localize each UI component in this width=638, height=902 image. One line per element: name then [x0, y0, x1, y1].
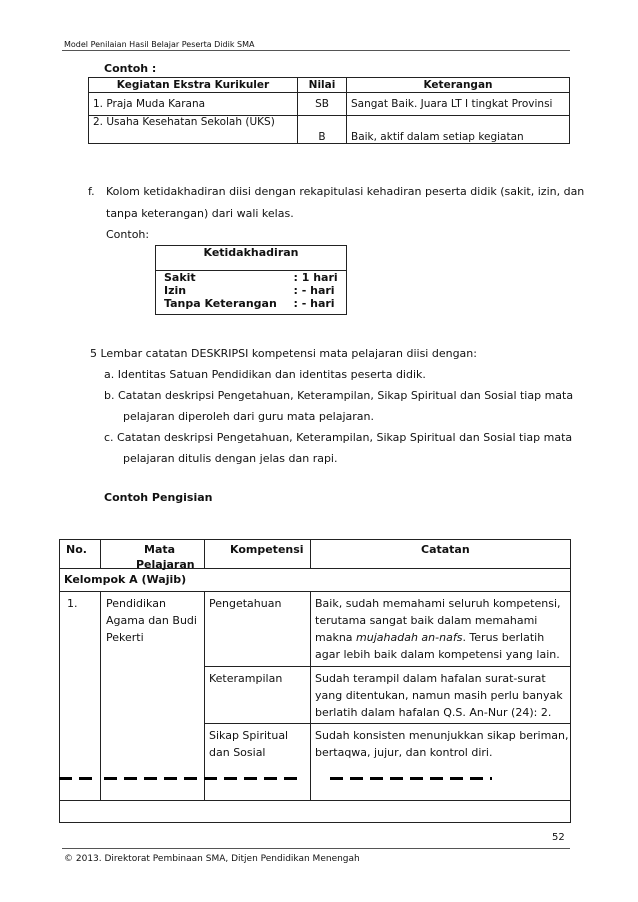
header-mapel: Mata — [144, 543, 176, 556]
catatan-text: makna — [315, 631, 357, 644]
col-divider — [100, 591, 101, 801]
keterangan-cell: Baik, aktif dalam setiap kegiatan — [347, 116, 570, 144]
catatan-line: yang ditentukan, namun masih perlu banyak — [315, 689, 563, 702]
header-divider — [62, 50, 570, 51]
dashed-placeholder — [330, 777, 492, 780]
nilai-cell: B — [298, 116, 347, 144]
row-divider — [59, 800, 570, 801]
kompetensi-sikap-2: dan Sosial — [209, 746, 266, 759]
page-header: Model Penilaian Hasil Belajar Peserta Didik SMA — [64, 40, 255, 49]
header-mapel-2: Pelajaran — [136, 558, 195, 571]
subject-name: Pendidikan — [106, 597, 166, 610]
catatan-text: . Terus berlatih — [462, 631, 545, 644]
kompetensi-pengetahuan: Pengetahuan — [209, 597, 282, 610]
kegiatan-cell: 2. Usaha Kesehatan Sekolah (UKS) — [89, 116, 298, 144]
catatan-italic: mujahadah an-nafs — [356, 631, 463, 644]
absence-value: : - hari — [285, 284, 346, 297]
catatan-line: bertaqwa, jujur, dan kontrol diri. — [315, 746, 493, 759]
absence-value: : 1 hari — [285, 271, 346, 285]
page-number: 52 — [552, 832, 565, 843]
kompetensi-sikap: Sikap Spiritual — [209, 729, 289, 742]
dashed-placeholder — [104, 777, 300, 780]
row-number: 1. — [67, 597, 78, 610]
absence-table — [155, 245, 347, 315]
header-keterangan: Keterangan — [347, 78, 570, 93]
extracurricular-table — [88, 77, 570, 144]
kompetensi-keterampilan: Keterampilan — [209, 672, 283, 685]
kegiatan-cell: 1. Praja Muda Karana — [89, 93, 298, 116]
item-f-marker: f. — [88, 185, 95, 198]
subject-name-2: Agama dan Budi — [106, 614, 197, 627]
absence-label: Sakit — [156, 271, 286, 285]
section5-item-a: a. Identitas Satuan Pendidikan dan identitas peserta didik. — [104, 368, 426, 381]
absence-value: : - hari — [285, 297, 346, 315]
header-catatan: Catatan — [421, 543, 470, 556]
catatan-line: berlatih dalam hafalan Q.S. An-Nur (24): 2. — [315, 706, 552, 719]
absence-label: Izin — [156, 284, 286, 297]
section5-item-b: b. Catatan deskripsi Pengetahuan, Keterampilan, Sikap Spiritual dan Sosial tiap mata — [104, 389, 574, 402]
footer-divider — [62, 848, 570, 849]
catatan-line: Sudah terampil dalam hafalan surat-surat — [315, 672, 546, 685]
section5-intro: 5 Lembar catatan DESKRIPSI kompetensi mata pelajaran diisi dengan: — [90, 347, 477, 360]
contoh-label-f: Contoh: — [106, 228, 150, 241]
header-nilai: Nilai — [298, 78, 347, 93]
col-divider — [310, 591, 311, 801]
row-divider — [204, 723, 570, 724]
nilai-cell: SB — [298, 93, 347, 116]
col-divider — [100, 539, 101, 569]
group-label: Kelompok A (Wajib) — [64, 573, 187, 586]
catatan-line: Baik, sudah memahami seluruh kompetensi, — [315, 597, 561, 610]
row-divider — [204, 666, 570, 667]
contoh-pengisian-heading: Contoh Pengisian — [104, 491, 213, 504]
col-divider — [204, 539, 205, 569]
item-f-line2: tanpa keterangan) dari wali kelas. — [106, 207, 294, 220]
footer-text: © 2013. Direktorat Pembinaan SMA, Ditjen Pendidikan Menengah — [64, 854, 360, 864]
catatan-line — [315, 630, 544, 645]
catatan-line: terutama sangat baik dalam memahami — [315, 614, 538, 627]
dashed-placeholder — [59, 777, 93, 780]
header-kegiatan: Kegiatan Ekstra Kurikuler — [89, 78, 298, 93]
keterangan-cell: Sangat Baik. Juara LT I tingkat Provinsi — [347, 93, 570, 116]
header-kompetensi: Kompetensi — [230, 543, 304, 556]
catatan-line: Sudah konsisten menunjukkan sikap beriman, — [315, 729, 569, 742]
subject-name-3: Pekerti — [106, 631, 144, 644]
section5-item-c: c. Catatan deskripsi Pengetahuan, Keterampilan, Sikap Spiritual dan Sosial tiap mata — [104, 431, 573, 444]
absence-title: Ketidakhadiran — [156, 246, 347, 271]
contoh-label: Contoh : — [104, 62, 157, 75]
section5-item-c-cont: pelajaran ditulis dengan jelas dan rapi. — [123, 452, 338, 465]
section5-item-b-cont: pelajaran diperoleh dari guru mata pelajaran. — [123, 410, 374, 423]
col-divider — [310, 539, 311, 569]
catatan-line: agar lebih baik dalam kompetensi yang lain. — [315, 648, 560, 661]
item-f-line1: Kolom ketidakhadiran diisi dengan rekapitulasi kehadiran peserta didik (sakit, izin, dan — [106, 185, 585, 198]
row-divider — [59, 591, 570, 592]
col-divider — [204, 591, 205, 801]
header-no: No. — [66, 543, 87, 556]
absence-label: Tanpa Keterangan — [156, 297, 286, 315]
